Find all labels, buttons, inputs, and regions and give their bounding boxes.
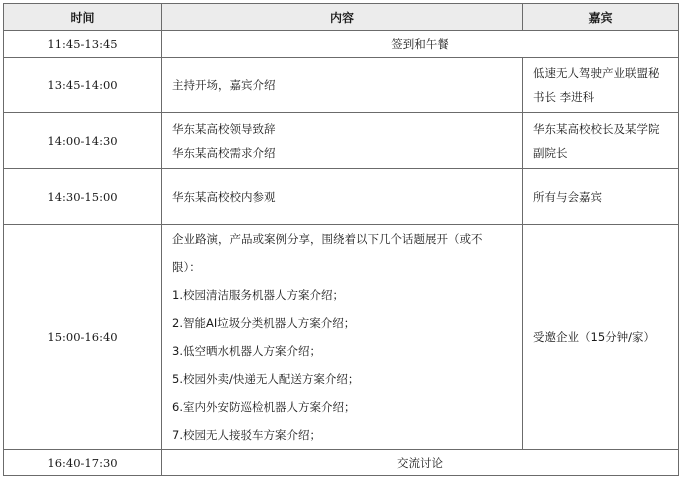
content-cell [162, 225, 523, 450]
content-line: 5.校园外卖/快递无人配送方案介绍； [172, 372, 360, 386]
content-line: 主持开场，嘉宾介绍 [172, 78, 276, 92]
guest-line: 受邀企业（15分钟/家） [533, 330, 656, 344]
time-cell: 14:30-15:00 [4, 169, 162, 225]
content-line: 限）： [172, 260, 201, 274]
table-row [4, 113, 679, 169]
header-content: 内容 [162, 4, 523, 31]
content-line: 华东某高校领导致辞 [172, 121, 276, 136]
agenda-table [3, 3, 679, 476]
merged-content-cell: 交流讨论 [162, 450, 679, 476]
header-row [4, 4, 679, 31]
guest-cell [523, 58, 679, 113]
table-row [4, 450, 679, 476]
guest-line: 低速无人驾驶产业联盟秘 [533, 66, 660, 80]
table-row [4, 58, 679, 113]
content-line: 7.校园无人接驳车方案介绍； [172, 428, 321, 442]
time-cell: 11:45-13:45 [4, 31, 162, 58]
guest-line: 书长 李进科 [533, 90, 595, 104]
guest-line: 副院长 [533, 145, 568, 160]
content-line: 1.校园清洁服务机器人方案介绍； [172, 288, 344, 302]
content-cell [162, 58, 523, 113]
content-cell [162, 169, 523, 225]
header-guest: 嘉宾 [523, 4, 679, 31]
table-row [4, 225, 679, 450]
time-cell: 16:40-17:30 [4, 450, 162, 476]
time-cell: 15:00-16:40 [4, 225, 162, 450]
guest-cell [523, 113, 679, 169]
content-line: 6.室内外安防巡检机器人方案介绍； [172, 400, 356, 414]
content-line: 企业路演，产品或案例分享，围绕着以下几个话题展开（或不 [172, 232, 483, 246]
content-line: 3.低空晒水机器人方案介绍； [172, 344, 321, 358]
guest-line: 华东某高校校长及某学院 [533, 121, 660, 136]
guest-cell [523, 169, 679, 225]
guest-cell [523, 225, 679, 450]
time-cell: 13:45-14:00 [4, 58, 162, 113]
content-cell [162, 113, 523, 169]
guest-line: 所有与会嘉宾 [533, 189, 602, 204]
header-time: 时间 [4, 4, 162, 31]
content-line: 华东某高校校内参观 [172, 189, 276, 204]
table-row [4, 31, 679, 58]
merged-content-cell: 签到和午餐 [162, 31, 679, 58]
table-row [4, 169, 679, 225]
time-cell: 14:00-14:30 [4, 113, 162, 169]
content-line: 华东某高校需求介绍 [172, 145, 276, 160]
content-line: 2.智能AI垃圾分类机器人方案介绍； [172, 316, 356, 330]
